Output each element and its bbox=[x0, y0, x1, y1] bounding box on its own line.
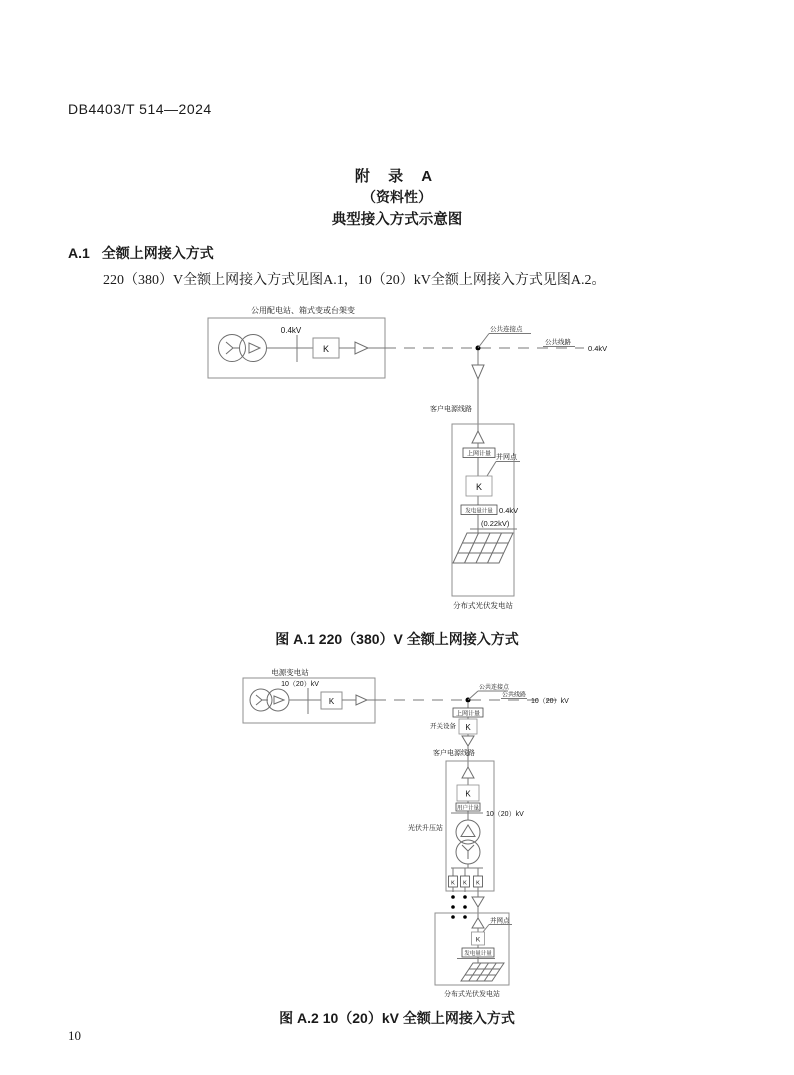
arrow-down-icon bbox=[462, 736, 474, 746]
pcc-label: 公共连接点 bbox=[479, 685, 510, 691]
inverter-k-label: K bbox=[475, 482, 483, 492]
grid-point-label: 并网点 bbox=[490, 917, 510, 925]
feeder-k-label: K bbox=[476, 880, 480, 887]
line-voltage-label: 10（20）kV bbox=[531, 698, 569, 705]
switchgear-label: 开关设备 bbox=[430, 723, 456, 730]
arrow-icon bbox=[356, 695, 367, 705]
grid-meter-label: 上网计量 bbox=[466, 451, 492, 458]
gen-voltage-label: 0.4kV bbox=[499, 506, 519, 515]
figure-a1-caption: 图 A.1 220（380）V 全额上网接入方式 bbox=[275, 631, 519, 647]
appendix-heading: 典型接入方式示意图 bbox=[331, 212, 463, 228]
page-number: 10 bbox=[68, 1028, 81, 1043]
switch-k-label: K bbox=[322, 344, 330, 354]
gen-voltage-alt-label: (0.22kV) bbox=[481, 519, 510, 528]
grid-point-label: 并网点 bbox=[496, 454, 517, 461]
feeder-k-label: K bbox=[463, 880, 467, 887]
arrow-down-icon bbox=[472, 897, 484, 907]
bus-voltage-label: 10（20）kV bbox=[486, 811, 524, 818]
section-heading bbox=[68, 243, 214, 263]
switch-k-label: K bbox=[328, 697, 335, 706]
figure-a1-diagram bbox=[0, 300, 794, 615]
customer-k-label: K bbox=[465, 789, 471, 799]
user-meter-label: 用户计量 bbox=[456, 805, 480, 812]
arrow-up-icon bbox=[472, 431, 484, 443]
pv-station-label: 分布式光伏发电站 bbox=[453, 601, 513, 610]
line-voltage-label: 0.4kV bbox=[588, 344, 608, 353]
gen-meter-label: 发电量计量 bbox=[465, 508, 493, 515]
grid-meter-label: 上网计量 bbox=[455, 711, 481, 718]
arrow-up-icon bbox=[462, 767, 474, 778]
pcc-leader-line bbox=[478, 334, 489, 349]
arrow-up-icon bbox=[472, 918, 484, 928]
transformer-icon bbox=[250, 689, 289, 711]
doc-number: DB4403/T 514—2024 bbox=[68, 101, 212, 117]
figure-a2-diagram bbox=[0, 658, 794, 1018]
pv-panel-icon bbox=[453, 533, 513, 563]
inverter-k-label: K bbox=[475, 936, 481, 944]
pcc-leader-line bbox=[468, 691, 478, 700]
public-line-label: 公共线路 bbox=[545, 339, 571, 346]
voltage-label: 0.4kV bbox=[280, 326, 302, 335]
ellipsis-dots bbox=[451, 895, 467, 919]
pcc-label: 公共连接点 bbox=[490, 326, 523, 333]
feeder-k-label: K bbox=[451, 880, 455, 887]
stepup-station-label: 光伏升压站 bbox=[408, 825, 443, 832]
station-box-label: 公用配电站、箱式变或台架变 bbox=[251, 306, 355, 315]
arrow-down-icon bbox=[472, 365, 484, 379]
station-box-label: 电源变电站 bbox=[271, 668, 309, 677]
customer-line-label: 客户电源线路 bbox=[433, 750, 475, 757]
appendix-title: 附 录 A bbox=[354, 168, 440, 185]
appendix-subtitle: （资料性） bbox=[362, 189, 432, 205]
transformer-icon bbox=[219, 335, 267, 362]
gen-meter-label: 发电量计量 bbox=[464, 951, 492, 957]
body-paragraph: 220（380）V全额上网接入方式见图A.1，10（20）kV全额上网接入方式见图A.2。 bbox=[103, 273, 606, 288]
pv-panel-icon bbox=[461, 963, 504, 981]
customer-line-label: 客户电源线路 bbox=[430, 406, 472, 413]
switchgear-k-label: K bbox=[465, 723, 471, 732]
stepup-transformer-icon bbox=[456, 820, 480, 864]
section-title: 全额上网接入方式 bbox=[101, 245, 214, 261]
voltage-label: 10（20）kV bbox=[281, 681, 319, 688]
arrow-icon bbox=[355, 342, 368, 354]
figure-a2-caption: 图 A.2 10（20）kV 全额上网接入方式 bbox=[279, 1010, 515, 1026]
grid-point-leader bbox=[487, 462, 496, 477]
public-line-label: 公共线路 bbox=[501, 692, 527, 699]
section-number: A.1 bbox=[68, 245, 90, 261]
pv-station-label: 分布式光伏发电站 bbox=[444, 991, 500, 998]
